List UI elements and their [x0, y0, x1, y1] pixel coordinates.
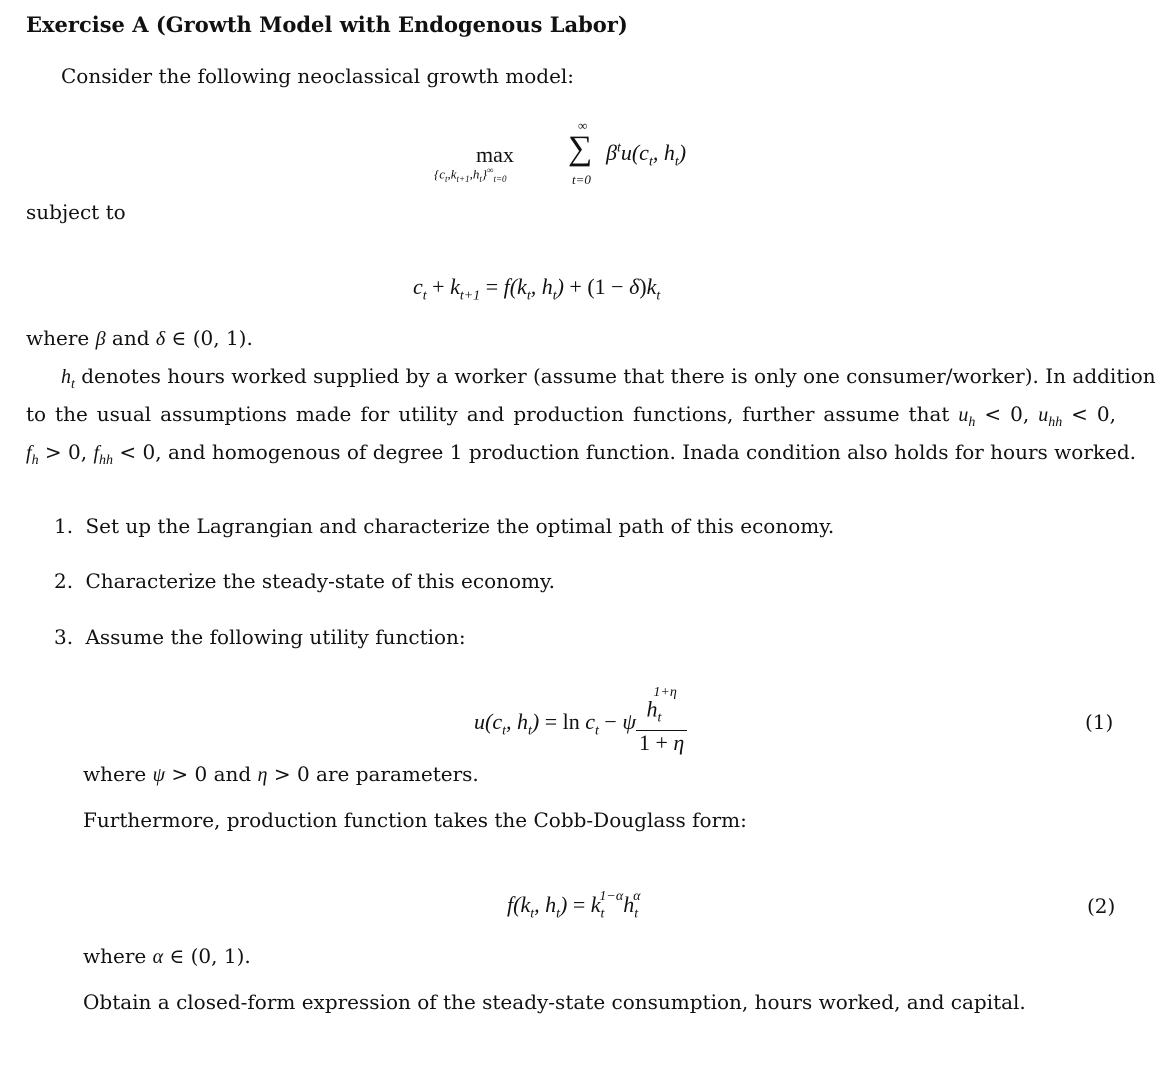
equation-label-2: (2) — [1087, 894, 1116, 918]
question-1 — [54, 514, 834, 538]
production-equation: $f(k_t$, $h_t) = k_t^{1-\alpha}h_t^\alpha$ — [507, 888, 641, 922]
question-1-number: 1. — [54, 514, 74, 538]
max-label: max — [476, 142, 514, 167]
intro-text: Consider the following neoclassical growth model: — [61, 64, 575, 88]
sum-lower-limit: t=0 — [572, 172, 591, 187]
objective-equation — [430, 116, 730, 196]
summation-sign: ∑ — [568, 130, 593, 167]
question-3-number: 3. — [54, 625, 74, 649]
utility-equation: $u(c_t$, $h_t) = \ln c_t - \psi$ $\frac{h_t^{1+\eta}}{1 + \eta}$ — [474, 690, 687, 754]
exercise-title: Exercise A (Growth Model with Endogenous Labor) — [26, 12, 628, 37]
params-line: where β and δ ∈ (0, 1). — [26, 326, 253, 350]
alpha-line: where α ∈ (0, 1). — [83, 944, 251, 968]
question-3 — [54, 625, 466, 649]
furthermore-text: Furthermore, production function takes the Cobb-Douglass form: — [83, 808, 747, 832]
final-instruction: Obtain a closed-form expression of the steady-state consumption, hours worked, and capital. — [83, 990, 1026, 1014]
question-3-text: Assume the following utility function: — [85, 625, 466, 649]
paragraph-line-2: to the usual assumptions made for utility and production functions, further assume that $u_h < 0$, $u_{hh} < 0$, — [26, 402, 1117, 430]
budget-constraint: $c_t + k_{t+1} = f(k_t$, $h_t) + (1 - \delta)k_t$ — [413, 274, 661, 304]
question-2 — [54, 569, 555, 593]
max-subscript: $\{c_t,k_{t+1},h_t\}^\infty_{t=0}$ — [434, 165, 507, 184]
paragraph-line-1: $h_t$ denotes hours worked supplied by a worker (assume that there is only one consumer/worker). In addition — [61, 364, 1156, 392]
paragraph-line-3: $f_h > 0$, $f_{hh} < 0$, and homogenous of degree 1 production function. Inada condition also holds for hours worked. — [26, 440, 1136, 468]
subject-to-text: subject to — [26, 200, 126, 224]
equation-label-1: (1) — [1085, 710, 1114, 734]
question-1-text: Set up the Lagrangian and characterize the optimal path of this economy. — [85, 514, 835, 538]
summand: $\beta^tu(c_t$, $h_t$) — [606, 140, 687, 170]
question-2-number: 2. — [54, 569, 74, 593]
sum-upper-limit: ∞ — [578, 118, 588, 133]
question-2-text: Characterize the steady-state of this economy. — [85, 569, 555, 593]
utility-params-line: where ψ > 0 and η > 0 are parameters. — [83, 762, 479, 786]
